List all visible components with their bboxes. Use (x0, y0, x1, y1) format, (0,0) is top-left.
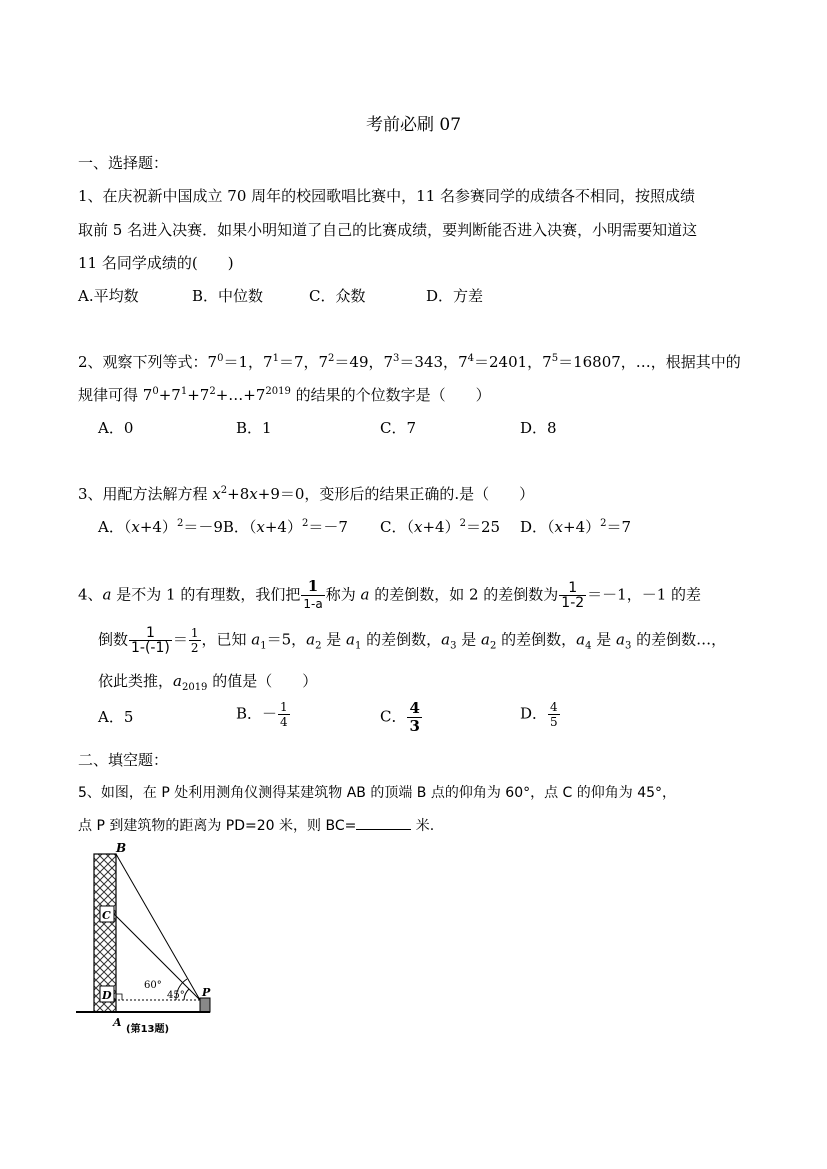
fraction-1-over-2: $\frac{1}{2}$ (190, 626, 199, 655)
building-angle-figure (76, 840, 226, 1040)
q2-option-a: A．0 (98, 419, 134, 437)
q2-option-d: D．8 (520, 419, 557, 437)
label-angle-60: 60° (144, 980, 162, 991)
q1-option-d: D．方差 (426, 287, 484, 305)
q3-options (98, 516, 348, 537)
q4-line2: 倒数 $\frac{1}{1-(-1)}$ ＝ $\frac{1}{2}$ ，已知 $a_1=5$，$a_2$ 是 $a_1$ 的差倒数，$a_3$ 是 $a_2$ 的差倒数，$a_4$ 是 $a_3$ 的差倒数…， (98, 625, 727, 656)
q4-option-a: A．5 (98, 708, 134, 726)
section-heading-fill: 二、填空题： (78, 751, 169, 769)
page-title: 考前必刷 07 (365, 115, 462, 135)
arc-45 (184, 989, 189, 1000)
line-pb (116, 854, 200, 1000)
q1-line2: 取前 5 名进入决赛．如果小明知道了自己的比赛成绩，要判断能否进入决赛，小明需要知道这 (78, 221, 698, 239)
label-b: B (116, 841, 127, 855)
q2-line1: 2、观察下列等式：$7^0=1$，$7^1=7$，$7^2=49$，$7^3=343$，$7^4=2401$，$7^5=16807$，…，根据其中的 (78, 353, 741, 371)
q1-option-c: C．众数 (309, 287, 366, 305)
q2-line2: 规律可得 $7^0+7^1+7^2+\dots+7^{2019}$ 的结果的个位数字是（ ） (78, 386, 491, 404)
q4-option-b: B．－ $\frac{1}{4}$ (236, 700, 288, 729)
q2-option-b: B．1 (236, 419, 272, 437)
label-d: D (102, 989, 112, 1002)
q2-option-c: C．7 (380, 419, 417, 437)
q1-line1: 1、在庆祝新中国成立 70 周年的校园歌唱比赛中，11 名参赛同学的成绩各不相同，按照成绩 (78, 187, 696, 205)
q1-option-b: B．中位数 (192, 287, 264, 305)
label-p: P (202, 986, 211, 999)
label-angle-45: 45° (167, 990, 185, 1001)
observer-p (200, 998, 210, 1012)
label-a: A (113, 1016, 122, 1029)
section-heading-choice: 一、选择题： (78, 154, 169, 172)
figure-caption: (第13题) (126, 1024, 170, 1035)
q5-line2: 点 P 到建筑物的距离为 PD=20 米，则 BC= 米. (78, 815, 434, 835)
q4-line3: 依此类推，$a_{2019}$ 的值是（ ） (98, 672, 318, 693)
q5-line1: 5、如图，在 P 处利用测角仪测得某建筑物 AB 的顶端 B 点的仰角为 60°，点 C 的仰角为 45°， (78, 785, 677, 801)
fraction-1-over-1-minus-2: $\frac{1}{1-2}$ (561, 580, 585, 611)
q1-option-a: A.平均数 (78, 287, 139, 305)
right-angle-mark (116, 994, 122, 1000)
q3-option-b: B．$(x+4)^2=-7$ (222, 518, 348, 536)
q3-option-c: C．$(x+4)^2=25$ (380, 518, 501, 536)
answer-blank[interactable] (356, 815, 411, 830)
q4-option-c: C． $\frac{4}{3}$ (380, 699, 420, 735)
q3-stem: 3、用配方法解方程 $x^2+8x+9=0$，变形后的结果正确的.是（ ） (78, 485, 535, 503)
q1-line3: 11 名同学成绩的( ) (78, 254, 234, 272)
q3-option-d: D．$(x+4)^2=7$ (520, 518, 632, 536)
q4-line1: 4、a 是不为 1 的有理数，我们把 1 1-a 称为 a 的差倒数，如 2 的差倒数为 $\frac{1}{1-2}$ ＝－1，－1 的差 (78, 577, 702, 611)
fraction-1-over-1-minus-a: 1 1-a (303, 577, 323, 611)
fraction-1-over-1-minus-neg1: $\frac{1}{1-(-1)}$ (131, 625, 170, 656)
label-c: C (102, 909, 111, 922)
q3-option-a: A．$(x+4)^2=-9$ (98, 518, 223, 536)
q4-option-d: D． $\frac{4}{5}$ (520, 700, 558, 729)
